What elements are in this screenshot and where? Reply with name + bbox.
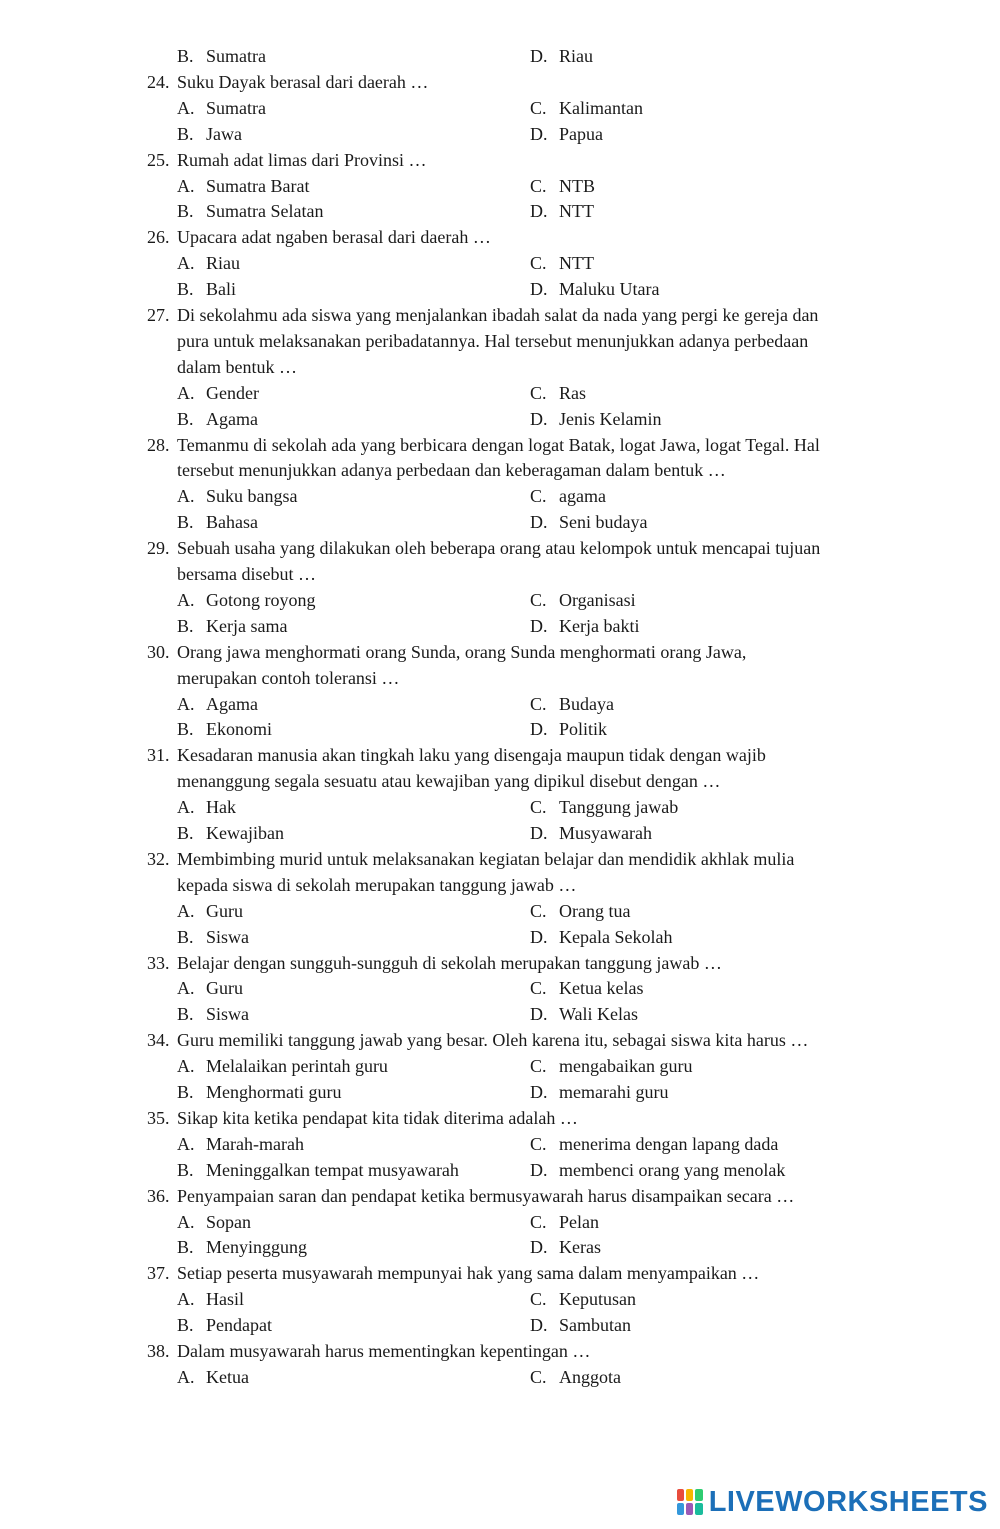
option-letter: C. <box>530 797 547 818</box>
question-text: dalam bentuk … <box>177 356 297 377</box>
option-text: Wali Kelas <box>559 1004 639 1025</box>
option-text: Agama <box>206 408 258 429</box>
answer-option[interactable] <box>530 693 614 715</box>
option-text: Sambutan <box>559 1315 631 1336</box>
option-text: Kepala Sekolah <box>559 926 673 947</box>
option-letter: B. <box>177 1315 194 1336</box>
question-number: 35. <box>147 1107 170 1128</box>
option-text: membenci orang yang menolak <box>559 1159 786 1180</box>
option-text: Sumatra <box>206 46 266 66</box>
question-number: 38. <box>147 1341 170 1361</box>
option-text: NTB <box>559 175 595 196</box>
answer-option[interactable] <box>177 1314 272 1336</box>
option-text: Kerja sama <box>206 615 288 636</box>
option-letter: B. <box>177 926 194 947</box>
question-text: menanggung segala sesuatu atau kewajiban yang dipikul disebut dengan … <box>177 771 721 792</box>
liveworksheets-logo[interactable] <box>677 1485 988 1519</box>
option-letter: A. <box>177 589 195 610</box>
option-text: Sumatra Barat <box>206 175 310 196</box>
option-letter: B. <box>177 408 194 429</box>
answer-option[interactable] <box>530 718 607 740</box>
answer-option[interactable] <box>177 1288 244 1310</box>
option-text: Menyinggung <box>206 1237 307 1258</box>
answer-option[interactable] <box>530 382 586 404</box>
answer-option[interactable] <box>530 45 593 67</box>
option-text: Siswa <box>206 926 250 947</box>
option-text: Organisasi <box>559 589 636 610</box>
option-text: Meninggalkan tempat musyawarah <box>206 1159 459 1180</box>
answer-option[interactable] <box>177 900 243 922</box>
question-number: 26. <box>147 227 170 248</box>
option-text: Budaya <box>559 693 614 714</box>
option-text: Politik <box>559 719 608 740</box>
option-letter: A. <box>177 978 195 999</box>
option-letter: A. <box>177 175 195 196</box>
option-letter: C. <box>530 1056 547 1077</box>
option-text: Hasil <box>206 1289 244 1310</box>
option-letter: B. <box>177 1159 194 1180</box>
option-text: Jawa <box>206 123 242 144</box>
answer-option[interactable] <box>530 200 594 222</box>
logo-tile <box>686 1489 693 1501</box>
answer-option[interactable] <box>530 589 636 611</box>
answer-option[interactable] <box>530 926 672 948</box>
question-text: Setiap peserta musyawarah mempunyai hak yang sama dalam menyampaikan … <box>177 1263 760 1284</box>
option-text: Melalaikan perintah guru <box>206 1056 388 1077</box>
question-number: 36. <box>147 1185 170 1206</box>
question-number: 24. <box>147 71 170 92</box>
question-text: Sebuah usaha yang dilakukan oleh beberapa orang atau kelompok untuk mencapai tujuan <box>177 538 821 559</box>
question-number: 30. <box>147 641 170 662</box>
option-letter: C. <box>530 1211 547 1232</box>
option-text: NTT <box>559 201 594 222</box>
option-text: Sumatra Selatan <box>206 201 324 222</box>
answer-option[interactable] <box>530 252 594 274</box>
answer-option[interactable] <box>177 693 258 715</box>
option-letter: B. <box>177 1082 194 1102</box>
option-letter: A. <box>177 1289 195 1310</box>
option-text: Menghormati guru <box>206 1082 342 1102</box>
option-text: Kerja bakti <box>559 615 640 636</box>
question-text: Guru memiliki tanggung jawab yang besar. Oleh karena itu, sebagai siswa kita harus … <box>177 1030 809 1051</box>
answer-option[interactable] <box>177 589 316 611</box>
option-letter: B. <box>177 615 194 636</box>
option-text: Jenis Kelamin <box>559 408 662 429</box>
question-number: 29. <box>147 538 170 559</box>
answer-option[interactable] <box>177 408 258 430</box>
answer-option[interactable] <box>530 408 661 430</box>
option-text: Anggota <box>559 1366 621 1387</box>
answer-option[interactable] <box>530 97 643 119</box>
question-number: 25. <box>147 149 170 170</box>
question-text: bersama disebut … <box>177 564 316 584</box>
option-letter: A. <box>177 693 195 714</box>
logo-tile <box>686 1503 693 1515</box>
option-letter: C. <box>530 1289 547 1310</box>
question-text: pura untuk melaksanakan peribadatannya. Hal tersebut menunjukkan adanya perbedaan <box>177 330 809 351</box>
option-text: Kewajiban <box>206 823 284 843</box>
option-letter: A. <box>177 382 195 403</box>
question-text: Sikap kita ketika pendapat kita tidak diterima adalah … <box>177 1107 578 1128</box>
option-letter: B. <box>177 279 194 300</box>
option-letter: C. <box>530 1366 547 1387</box>
answer-option[interactable] <box>177 822 284 844</box>
option-text: Riau <box>559 46 593 66</box>
logo-tile <box>695 1489 702 1501</box>
question-number: 33. <box>147 952 170 973</box>
option-letter: C. <box>530 486 547 507</box>
answer-option[interactable] <box>177 1366 249 1388</box>
option-letter: A. <box>177 797 195 818</box>
answer-option[interactable] <box>177 1159 459 1181</box>
answer-option[interactable] <box>177 1236 307 1258</box>
option-letter: D. <box>530 1159 548 1180</box>
option-letter: D. <box>530 46 548 66</box>
answer-option[interactable] <box>177 278 236 300</box>
option-text: Ekonomi <box>206 719 272 740</box>
option-text: Sumatra <box>206 97 266 118</box>
option-letter: D. <box>530 1237 548 1258</box>
option-letter: A. <box>177 486 195 507</box>
option-text: Guru <box>206 978 243 999</box>
answer-option[interactable] <box>530 1236 601 1258</box>
option-text: Ras <box>559 382 586 403</box>
question-text: Orang jawa menghormati orang Sunda, orang Sunda menghormati orang Jawa, <box>177 641 747 662</box>
question-number: 34. <box>147 1030 170 1051</box>
option-letter: A. <box>177 900 195 921</box>
answer-option[interactable] <box>530 1055 692 1077</box>
option-text: Seni budaya <box>559 512 648 533</box>
option-letter: D. <box>530 408 548 429</box>
option-letter: B. <box>177 46 194 66</box>
answer-option[interactable] <box>177 123 242 145</box>
option-letter: C. <box>530 382 547 403</box>
question-number: 31. <box>147 745 170 766</box>
option-letter: B. <box>177 123 194 144</box>
option-text: Riau <box>206 253 240 274</box>
option-letter: D. <box>530 1004 548 1025</box>
option-letter: D. <box>530 512 548 533</box>
option-letter: C. <box>530 97 547 118</box>
answer-option[interactable] <box>530 278 659 300</box>
answer-option[interactable] <box>530 1314 631 1336</box>
liveworksheets-logo-icon <box>677 1489 703 1515</box>
option-text: Siswa <box>206 1004 250 1025</box>
option-text: Bali <box>206 279 236 300</box>
answer-option[interactable] <box>530 123 603 145</box>
option-letter: A. <box>177 1133 195 1154</box>
option-letter: B. <box>177 1237 194 1258</box>
option-letter: D. <box>530 719 548 740</box>
answer-option[interactable] <box>530 1159 785 1181</box>
option-text: NTT <box>559 253 594 274</box>
question-text: kepada siswa di sekolah merupakan tanggung jawab … <box>177 874 577 895</box>
option-text: Hak <box>206 797 236 818</box>
question-text: merupakan contoh toleransi … <box>177 667 400 688</box>
option-letter: D. <box>530 926 548 947</box>
option-letter: A. <box>177 253 195 274</box>
question-text: Di sekolahmu ada siswa yang menjalankan ibadah salat da nada yang pergi ke gereja dan <box>177 305 819 325</box>
answer-option[interactable] <box>530 1003 638 1025</box>
option-letter: C. <box>530 253 547 274</box>
option-letter: C. <box>530 175 547 196</box>
question-text: Membimbing murid untuk melaksanakan kegiatan belajar dan mendidik akhlak mulia <box>177 848 795 869</box>
logo-tile <box>677 1489 684 1501</box>
answer-option[interactable] <box>177 796 236 818</box>
answer-option[interactable] <box>177 1133 304 1155</box>
answer-option[interactable] <box>530 796 678 818</box>
question-number: 37. <box>147 1263 170 1284</box>
question-number: 28. <box>147 434 170 455</box>
option-text: Papua <box>559 123 603 144</box>
question-text: Kesadaran manusia akan tingkah laku yang disengaja maupun tidak dengan wajib <box>177 745 766 766</box>
question-text: Belajar dengan sungguh-sungguh di sekolah merupakan tanggung jawab … <box>177 952 722 973</box>
answer-option[interactable] <box>530 1081 668 1103</box>
option-letter: D. <box>530 279 548 300</box>
answer-option[interactable] <box>177 175 309 197</box>
logo-tile <box>677 1503 684 1515</box>
option-text: Gender <box>206 382 259 403</box>
option-letter: C. <box>530 1133 547 1154</box>
answer-option[interactable] <box>530 1288 636 1310</box>
option-text: mengabaikan guru <box>559 1056 693 1077</box>
option-text: Kalimantan <box>559 97 643 118</box>
answer-option[interactable] <box>177 200 323 222</box>
answer-option[interactable] <box>530 900 630 922</box>
option-letter: A. <box>177 97 195 118</box>
answer-option[interactable] <box>177 252 240 274</box>
answer-option[interactable] <box>177 1055 388 1077</box>
answer-option[interactable] <box>177 511 258 533</box>
answer-option[interactable] <box>177 1003 249 1025</box>
question-number: 27. <box>147 305 170 325</box>
option-text: Marah-marah <box>206 1133 304 1154</box>
option-letter: A. <box>177 1056 195 1077</box>
option-letter: B. <box>177 823 194 843</box>
question-number: 32. <box>147 848 170 869</box>
option-letter: C. <box>530 978 547 999</box>
answer-option[interactable] <box>530 511 647 533</box>
option-letter: C. <box>530 589 547 610</box>
answer-option[interactable] <box>177 615 287 637</box>
option-text: Musyawarah <box>559 823 652 843</box>
question-text: Upacara adat ngaben berasal dari daerah … <box>177 227 491 248</box>
option-letter: B. <box>177 512 194 533</box>
answer-option[interactable] <box>530 485 606 507</box>
option-text: agama <box>559 486 606 507</box>
option-text: Agama <box>206 693 258 714</box>
option-letter: A. <box>177 1211 195 1232</box>
option-letter: C. <box>530 900 547 921</box>
answer-option[interactable] <box>177 926 249 948</box>
option-text: Ketua kelas <box>559 978 644 999</box>
option-text: Pelan <box>559 1211 599 1232</box>
option-letter: D. <box>530 123 548 144</box>
option-text: Maluku Utara <box>559 279 660 300</box>
option-text: Suku bangsa <box>206 486 298 507</box>
option-letter: C. <box>530 693 547 714</box>
logo-tile <box>695 1503 702 1515</box>
option-text: Gotong royong <box>206 589 316 610</box>
question-text: Penyampaian saran dan pendapat ketika bermusyawarah harus disampaikan secara … <box>177 1185 795 1206</box>
answer-option[interactable] <box>530 1133 778 1155</box>
option-text: menerima dengan lapang dada <box>559 1133 779 1154</box>
answer-option[interactable] <box>177 45 266 67</box>
option-text: Sopan <box>206 1211 251 1232</box>
option-text: Ketua <box>206 1366 249 1387</box>
option-letter: A. <box>177 1366 195 1387</box>
answer-option[interactable] <box>530 1366 621 1388</box>
answer-option[interactable] <box>177 718 272 740</box>
answer-option[interactable] <box>177 97 266 119</box>
answer-option[interactable] <box>530 175 595 197</box>
option-text: Bahasa <box>206 512 258 533</box>
answer-option[interactable] <box>177 977 243 999</box>
answer-option[interactable] <box>177 485 298 507</box>
option-text: Keras <box>559 1237 601 1258</box>
option-text: memarahi guru <box>559 1082 669 1102</box>
option-letter: D. <box>530 615 548 636</box>
answer-option[interactable] <box>177 1211 251 1233</box>
option-letter: D. <box>530 823 548 843</box>
option-letter: B. <box>177 719 194 740</box>
question-text: Dalam musyawarah harus mementingkan kepentingan … <box>177 1341 591 1361</box>
question-text: tersebut menunjukkan adanya perbedaan dan keberagaman dalam bentuk … <box>177 460 726 481</box>
answer-option[interactable] <box>530 822 652 844</box>
question-text: Rumah adat limas dari Provinsi … <box>177 149 427 170</box>
option-letter: B. <box>177 1004 194 1025</box>
answer-option[interactable] <box>530 977 643 999</box>
option-letter: B. <box>177 201 194 222</box>
option-text: Pendapat <box>206 1315 272 1336</box>
option-letter: D. <box>530 1315 548 1336</box>
answer-option[interactable] <box>530 1211 599 1233</box>
question-text: Suku Dayak berasal dari daerah … <box>177 71 429 92</box>
option-text: Keputusan <box>559 1289 636 1310</box>
option-text: Orang tua <box>559 900 631 921</box>
answer-option[interactable] <box>177 382 259 404</box>
option-letter: D. <box>530 201 548 222</box>
option-text: Tanggung jawab <box>559 797 679 818</box>
option-text: Guru <box>206 900 243 921</box>
option-letter: D. <box>530 1082 548 1102</box>
question-text: Temanmu di sekolah ada yang berbicara dengan logat Batak, logat Jawa, logat Tegal. Hal <box>177 434 820 455</box>
answer-option[interactable] <box>530 615 639 637</box>
answer-option[interactable] <box>177 1081 341 1103</box>
liveworksheets-brand-text: LIVEWORKSHEETS <box>708 1485 988 1518</box>
